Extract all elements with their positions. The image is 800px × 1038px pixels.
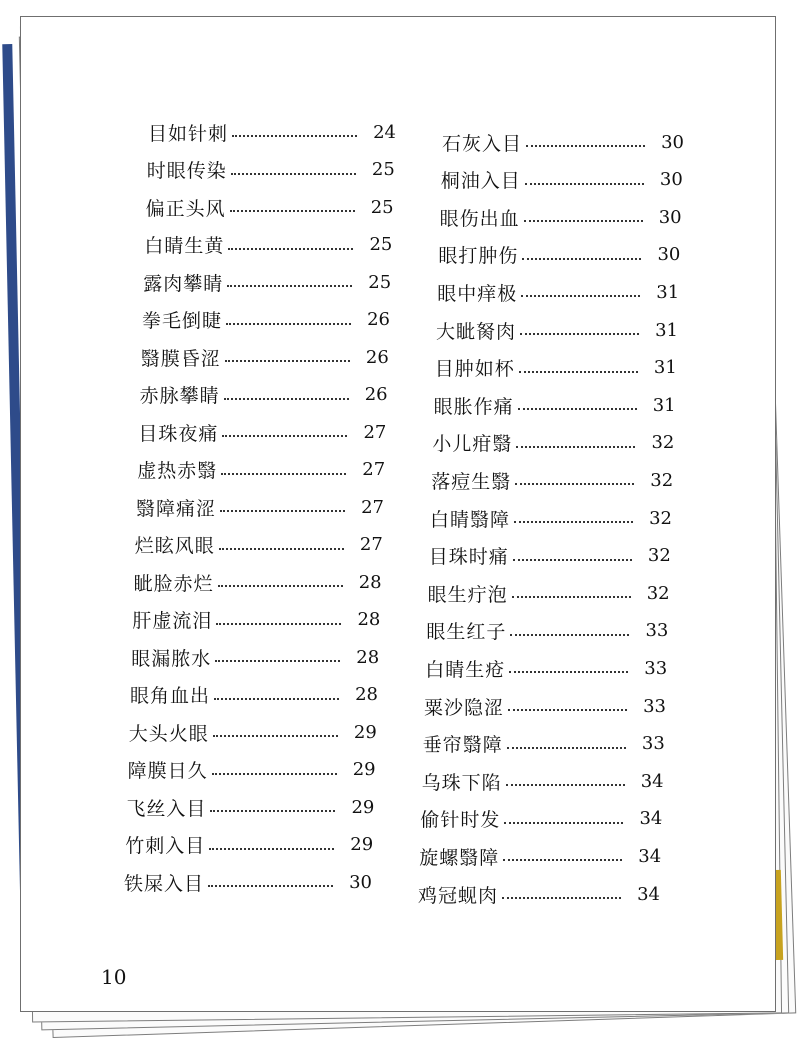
toc-entry-title: 眼生红子 (426, 621, 507, 644)
toc-entry-title: 偷针时发 (420, 809, 501, 832)
toc-entry-page-number: 32 (650, 469, 674, 491)
toc-entry-page-number: 34 (639, 808, 663, 830)
toc-entry-title: 竹刺入目 (125, 835, 206, 857)
dot-leader (524, 220, 643, 222)
toc-entry-page-number: 32 (649, 507, 672, 529)
dot-leader (522, 258, 641, 260)
dot-leader (516, 446, 635, 448)
dot-leader (520, 333, 639, 335)
toc-entry (440, 202, 682, 232)
dot-leader (506, 784, 625, 786)
toc-page (20, 16, 776, 1012)
toc-entry-page-number: 25 (370, 196, 394, 218)
toc-entry-title: 眼中痒极 (437, 282, 518, 305)
toc-entry-title: 大眦胬肉 (436, 320, 517, 343)
toc-entry (420, 804, 662, 834)
toc-entry (441, 165, 683, 195)
dot-leader (503, 859, 622, 861)
toc-entry-page-number: 24 (373, 121, 396, 143)
toc-entry (435, 353, 677, 383)
toc-entry-page-number: 29 (350, 834, 374, 855)
dot-leader (513, 559, 632, 561)
toc-entry (418, 879, 660, 909)
toc-entry-page-number: 32 (647, 545, 671, 567)
toc-entry-title: 旋螺翳障 (419, 846, 500, 869)
toc-entry-page-number: 34 (638, 845, 662, 867)
toc-entry-page-number: 25 (368, 271, 392, 293)
toc-entry-title: 垂帘翳障 (422, 734, 503, 757)
toc-entry-title: 白睛生黄 (144, 235, 225, 257)
toc-entry (429, 541, 671, 571)
toc-entry (425, 653, 667, 683)
toc-entry (419, 841, 661, 871)
toc-entry-page-number: 32 (646, 582, 670, 604)
toc-entry-page-number: 28 (358, 571, 382, 593)
toc-entry-title: 鸡冠蚬肉 (418, 884, 499, 907)
toc-entry-title: 偏正头风 (145, 197, 226, 220)
dot-leader (521, 295, 640, 297)
toc-entry (436, 315, 678, 345)
toc-entry-title: 虚热赤翳 (137, 460, 218, 482)
toc-entry-title: 目肿如杯 (434, 358, 515, 381)
toc-entry-page-number: 33 (643, 695, 666, 717)
dot-leader (509, 671, 628, 673)
toc-entry-page-number: 26 (367, 309, 390, 330)
toc-entry-title: 目珠时痛 (428, 546, 509, 569)
page-number: 10 (101, 965, 127, 989)
toc-entry-title: 赤脉攀睛 (139, 385, 220, 407)
toc-entry-title: 桐油入目 (440, 170, 521, 193)
toc-entry-title: 眼打肿伤 (438, 245, 519, 268)
toc-entry (434, 390, 676, 420)
toc-entry-title: 障膜日久 (127, 760, 208, 782)
toc-entry-title: 烂眩风眼 (134, 535, 215, 557)
toc-entry-page-number: 26 (364, 384, 388, 405)
dot-leader (510, 634, 629, 636)
toc-entry-page-number: 30 (349, 871, 372, 893)
dot-leader (525, 183, 644, 185)
toc-entry (431, 465, 673, 495)
toc-entry-title: 大头火眼 (128, 722, 209, 745)
toc-entry-title: 时眼传染 (146, 160, 227, 182)
toc-entry-page-number: 25 (369, 234, 393, 255)
toc-entry-title: 拳毛倒睫 (142, 310, 223, 332)
toc-entry-page-number: 31 (652, 394, 676, 416)
toc-entry-page-number: 31 (656, 281, 680, 303)
toc-entry-title: 落痘生翳 (431, 470, 512, 493)
toc-entry-page-number: 26 (365, 346, 389, 368)
toc-entry-title: 眦脸赤烂 (133, 572, 214, 595)
toc-entry-title: 粟沙隐涩 (424, 696, 505, 719)
toc-entry-page-number: 34 (640, 770, 664, 792)
toc-entry-title: 石灰入目 (442, 132, 523, 155)
dot-leader (504, 822, 623, 824)
toc-entry-page-number: 27 (363, 421, 387, 443)
dot-leader (514, 521, 633, 523)
toc-entry (432, 428, 674, 458)
toc-entry-title: 翳膜昏涩 (140, 347, 221, 370)
dot-leader (515, 483, 634, 485)
toc-entry-page-number: 27 (361, 496, 384, 518)
toc-entry-page-number: 27 (362, 459, 386, 480)
toc-entry (437, 277, 679, 307)
toc-entry-title: 白睛生疮 (425, 658, 506, 681)
toc-entry (423, 729, 665, 759)
toc-entry-title: 眼漏脓水 (131, 647, 212, 670)
toc-entry (428, 578, 670, 608)
toc-entry (422, 766, 664, 796)
toc-entry-title: 肝虚流泪 (132, 610, 213, 632)
toc-entry-page-number: 30 (661, 131, 684, 153)
toc-entry-page-number: 33 (644, 657, 668, 679)
toc-entry-title: 飞丝入目 (126, 797, 207, 820)
toc-entry-title: 眼胀作痛 (433, 395, 514, 418)
toc-entry-page-number: 31 (655, 319, 678, 341)
toc-entry-title: 小儿疳翳 (432, 433, 513, 456)
toc-entry-page-number: 33 (641, 733, 665, 755)
toc-entry-page-number: 27 (359, 534, 383, 555)
toc-entry-page-number: 29 (352, 759, 376, 780)
toc-entry-page-number: 34 (637, 883, 660, 905)
dot-leader (512, 596, 631, 598)
toc-entry-title: 乌珠下陷 (421, 771, 502, 794)
dot-leader (507, 747, 626, 749)
toc-entry (438, 240, 680, 270)
toc-entry-page-number: 25 (371, 159, 395, 180)
toc-entry (426, 616, 668, 646)
toc-entry-page-number: 29 (353, 721, 377, 743)
toc-entry-page-number: 28 (355, 684, 378, 705)
toc-entry-title: 目珠夜痛 (138, 422, 219, 445)
toc-entry-title: 目如针刺 (148, 122, 229, 145)
toc-entry-title: 眼伤出血 (439, 207, 520, 230)
toc-entry-page-number: 30 (659, 169, 683, 191)
toc-entry (424, 691, 666, 721)
dot-leader (508, 709, 627, 711)
toc-entry (430, 503, 672, 533)
toc-entry-title: 翳障痛涩 (136, 497, 217, 520)
toc-right-column (21, 17, 775, 1011)
toc-entry-page-number: 32 (651, 432, 675, 454)
toc-entry-page-number: 30 (658, 206, 682, 228)
toc-entry-page-number: 28 (357, 609, 381, 630)
toc-entry-title: 白睛翳障 (430, 508, 511, 531)
toc-entry-title: 眼角血出 (130, 685, 211, 707)
toc-entry-page-number: 33 (645, 620, 669, 642)
dot-leader (518, 408, 637, 410)
toc-entry-title: 眼生疔泡 (427, 583, 508, 606)
toc-entry-page-number: 31 (653, 357, 677, 379)
dot-leader (519, 371, 638, 373)
dot-leader (526, 145, 645, 147)
dot-leader (502, 897, 621, 899)
toc-entry-title: 露肉攀睛 (143, 272, 224, 295)
toc-entry-page-number: 29 (351, 796, 375, 818)
toc-entry (442, 127, 684, 157)
toc-entry-page-number: 30 (657, 244, 681, 266)
toc-entry-page-number: 28 (356, 646, 380, 668)
toc-entry-title: 铁屎入目 (124, 872, 205, 895)
